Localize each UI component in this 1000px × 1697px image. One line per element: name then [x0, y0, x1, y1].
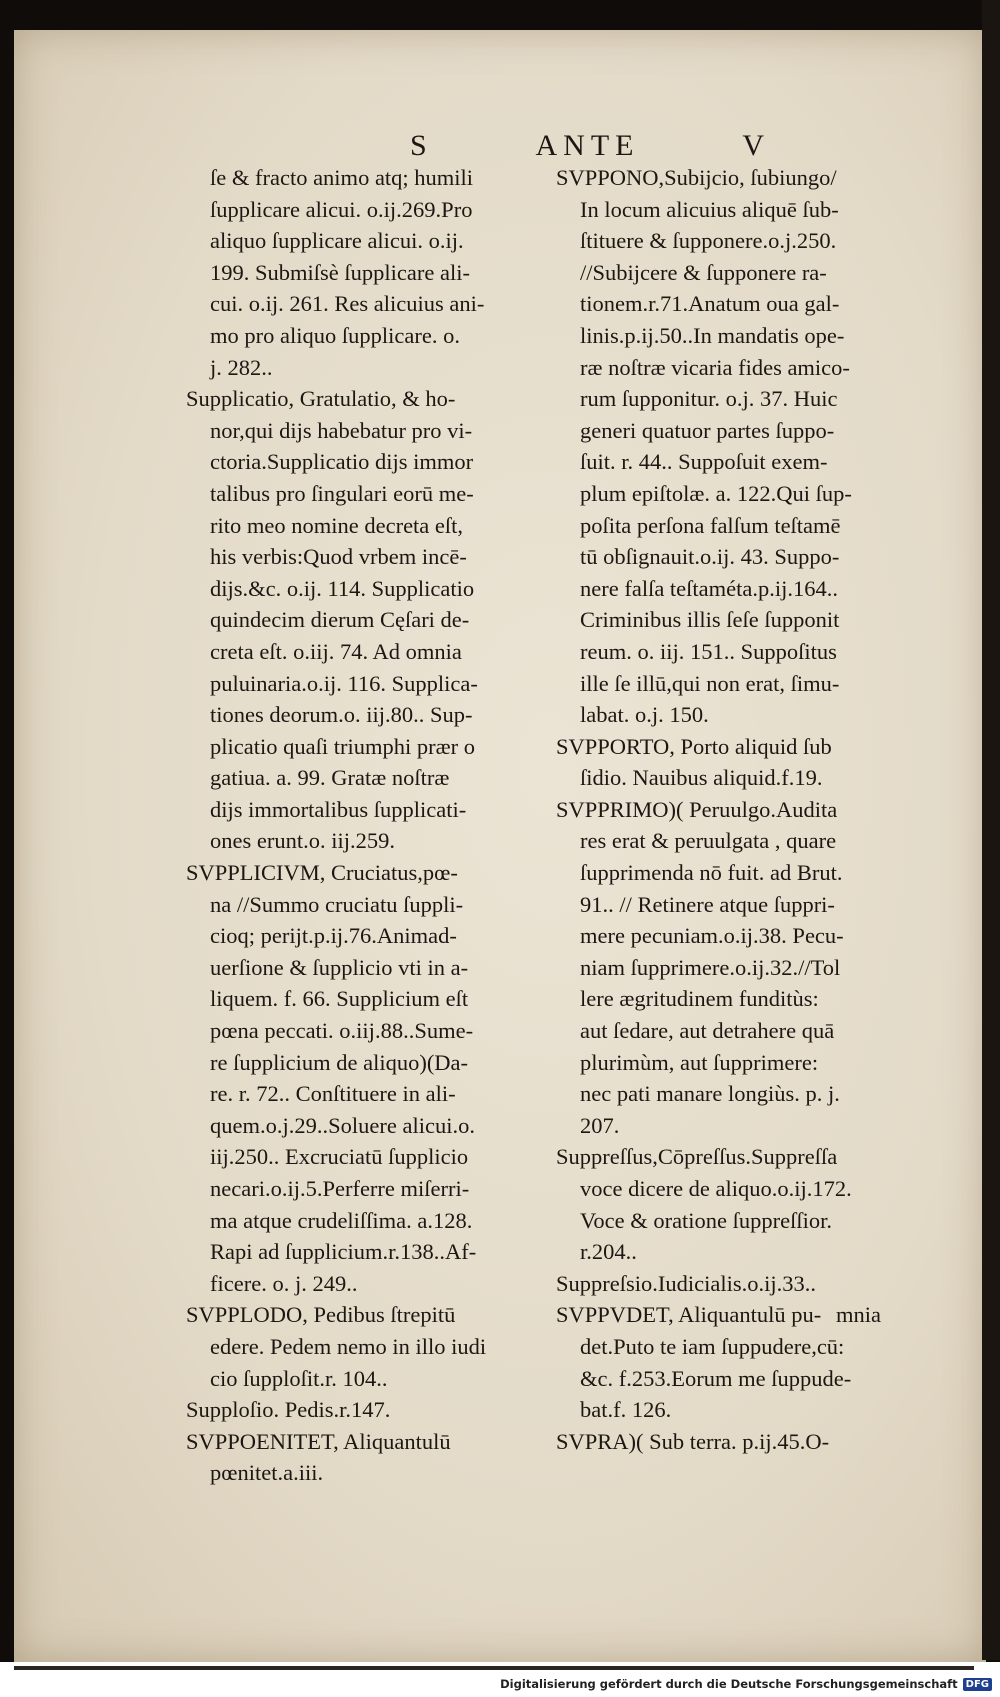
- text-line: Criminibus illis ſeſe ſupponit: [580, 607, 840, 633]
- text-line: voce dicere de aliquo.o.ij.172.: [580, 1176, 852, 1201]
- text-line: nec pati manare longiùs. p. j.: [580, 1081, 840, 1107]
- text-line: reum. o. iij. 151.. Suppoſitus: [580, 638, 837, 664]
- left-column: [186, 162, 576, 1489]
- text-line: nere falſa teſtaméta.p.ij.164..: [580, 575, 839, 601]
- text-line: na //Summo cruciatu ſuppli-: [210, 891, 464, 917]
- text-line: ſidio. Nauibus aliquid.f.19.: [580, 765, 823, 791]
- text-line: linis.p.ij.50..In mandatis ope-: [580, 322, 845, 348]
- text-line: nor,qui dijs habebatur pro vi-: [210, 417, 473, 443]
- text-line: SVPPRIMO)( Peruulgo.Audita: [556, 796, 838, 822]
- text-line: res erat & peruulgata , quare: [580, 828, 837, 854]
- text-line: &c. f.253.Eorum me ſuppude-: [580, 1365, 852, 1391]
- text-line: SVPPVDET, Aliquantulū pu-: [556, 1302, 822, 1328]
- right-column: [556, 162, 932, 1457]
- ruler-bar: [14, 1666, 974, 1670]
- text-line: talibus pro ſingulari eorū me-: [210, 480, 474, 506]
- text-line: pœnitet.a.iii.: [210, 1460, 324, 1486]
- text-line: plicatio quaſi triumphi prær o: [210, 733, 475, 759]
- text-line: niam ſupprimere.o.ij.32.//Tol: [580, 954, 841, 980]
- text-line: 207.: [580, 1112, 620, 1138]
- text-line: dijs immortalibus ſupplicati-: [210, 796, 467, 822]
- text-line: tiones deorum.o. iij.80.. Sup-: [210, 702, 473, 728]
- text-line: rito meo nomine decreta eſt,: [210, 512, 464, 538]
- text-line: poſita perſona falſum teſtamē: [580, 512, 841, 538]
- text-line: SVPPONO,Subijcio, ſubiungo/: [556, 165, 837, 190]
- text-line: gatiua. a. 99. Gratæ noſtræ: [210, 765, 450, 791]
- text-line: edere. Pedem nemo in illo iudi: [210, 1333, 487, 1359]
- text-line: re ſupplicium de aliquo)(Da-: [210, 1049, 469, 1075]
- text-line: r.204..: [580, 1239, 637, 1265]
- page-edge-shadow: [982, 0, 1000, 1660]
- text-line: generi quatuor partes ſuppo-: [580, 417, 835, 443]
- text-line: iij.250.. Excruciatū ſupplicio: [210, 1144, 469, 1170]
- text-line: mere pecuniam.o.ij.38. Pecu-: [580, 923, 844, 949]
- text-line: 91.. // Retinere atque ſuppri-: [580, 891, 835, 917]
- text-line: tionem.r.71.Anatum oua gal-: [580, 291, 840, 317]
- text-line: In locum alicuius aliquē ſub-: [580, 196, 839, 222]
- text-line: SVPPLODO, Pedibus ſtrepitū: [186, 1302, 456, 1328]
- catchword: mnia: [836, 1302, 881, 1327]
- text-line: puluinaria.o.ij. 116. Supplica-: [210, 670, 478, 696]
- text-line: pœna peccati. o.iij.88..Sume-: [210, 1018, 474, 1044]
- text-line: Voce & oratione ſuppreſſior.: [580, 1207, 833, 1233]
- text-line: ſtituere & ſupponere.o.j.250.: [580, 228, 837, 254]
- text-line: ctoria.Supplicatio dijs immor: [210, 449, 474, 475]
- running-head: [410, 128, 770, 164]
- text-line: his verbis:Quod vrbem incē-: [210, 544, 467, 570]
- text-line: ſe & fracto animo atq; humili: [210, 165, 474, 190]
- text-line: Suppreſsio.Iudicialis.o.ij.33..: [556, 1270, 816, 1296]
- text-line: plurimùm, aut ſupprimere:: [580, 1049, 819, 1075]
- text-line: 199. Submiſsè ſupplicare ali-: [210, 259, 470, 285]
- text-line: cio ſupploſit.r. 104..: [210, 1365, 388, 1391]
- text-line: //Subijcere & ſupponere ra-: [580, 259, 827, 285]
- text-line: plum epiſtolæ. a. 122.Qui ſup-: [580, 480, 852, 506]
- text-line: creta eſt. o.iij. 74. Ad omnia: [210, 638, 462, 664]
- running-head-left: S: [410, 129, 433, 162]
- text-line: labat. o.j. 150.: [580, 702, 709, 728]
- text-line: SVPRA)( Sub terra. p.ij.45.O-: [556, 1428, 830, 1454]
- text-line: re. r. 72.. Conſtituere in ali-: [210, 1081, 456, 1107]
- text-line: ficere. o. j. 249..: [210, 1270, 358, 1296]
- text-line: cui. o.ij. 261. Res alicuius ani-: [210, 291, 485, 317]
- text-line: det.Puto te iam ſuppudere,cū:: [580, 1333, 845, 1359]
- text-line: ſuit. r. 44.. Suppoſuit exem-: [580, 449, 828, 475]
- text-line: j. 282..: [210, 354, 273, 380]
- text-line: tū obſignauit.o.ij. 43. Suppo-: [580, 544, 840, 570]
- text-line: dijs.&c. o.ij. 114. Supplicatio: [210, 575, 475, 601]
- text-line: mo pro aliquo ſupplicare. o.: [210, 322, 460, 348]
- text-line: quindecim dierum Cęſari de-: [210, 607, 470, 633]
- text-line: ma atque crudeliſſima. a.128.: [210, 1207, 473, 1233]
- text-line: Suppreſſus,Cōpreſſus.Suppreſſa: [556, 1144, 838, 1170]
- footer-text: Digitalisierung gefördert durch die Deutsche Forschungsgemeinschaft: [500, 1677, 958, 1691]
- text-line: Supplicatio, Gratulatio, & ho-: [186, 386, 456, 412]
- text-line: cioq; perijt.p.ij.76.Animad-: [210, 923, 457, 949]
- text-line: ræ noſtræ vicaria fides amico-: [580, 354, 850, 380]
- text-line: ones erunt.o. iij.259.: [210, 828, 395, 854]
- text-line: quem.o.j.29..Soluere alicui.o.: [210, 1112, 475, 1138]
- text-line: SVPPLICIVM, Cruciatus,pœ-: [186, 860, 458, 886]
- running-head-right: V: [742, 129, 770, 162]
- text-line: aut ſedare, aut detrahere quā: [580, 1018, 835, 1044]
- text-line: Supploſio. Pedis.r.147.: [186, 1397, 391, 1423]
- text-line: rum ſupponitur. o.j. 37. Huic: [580, 386, 838, 412]
- text-line: SVPPOENITET, Aliquantulū: [186, 1428, 451, 1454]
- text-line: ille ſe illū,qui non erat, ſimu-: [580, 670, 840, 696]
- text-line: aliquo ſupplicare alicui. o.ij.: [210, 228, 464, 254]
- text-line: ſupprimenda nō fuit. ad Brut.: [580, 860, 843, 886]
- running-head-center: ANTE: [535, 129, 640, 162]
- text-line: ſupplicare alicui. o.ij.269.Pro: [210, 196, 473, 222]
- dfg-logo: DFG: [963, 1678, 992, 1691]
- text-line: Rapi ad ſupplicium.r.138..Af-: [210, 1239, 477, 1265]
- text-line: uerſione & ſupplicio vti in a-: [210, 954, 469, 980]
- text-line: liquem. f. 66. Supplicium eſt: [210, 986, 469, 1012]
- text-line: necari.o.ij.5.Perferre miſerri-: [210, 1176, 470, 1201]
- text-line: bat.f. 126.: [580, 1397, 672, 1423]
- text-line: SVPPORTO, Porto aliquid ſub: [556, 733, 832, 759]
- digitization-footer: [500, 1675, 992, 1693]
- text-line: lere ægritudinem funditùs:: [580, 986, 819, 1012]
